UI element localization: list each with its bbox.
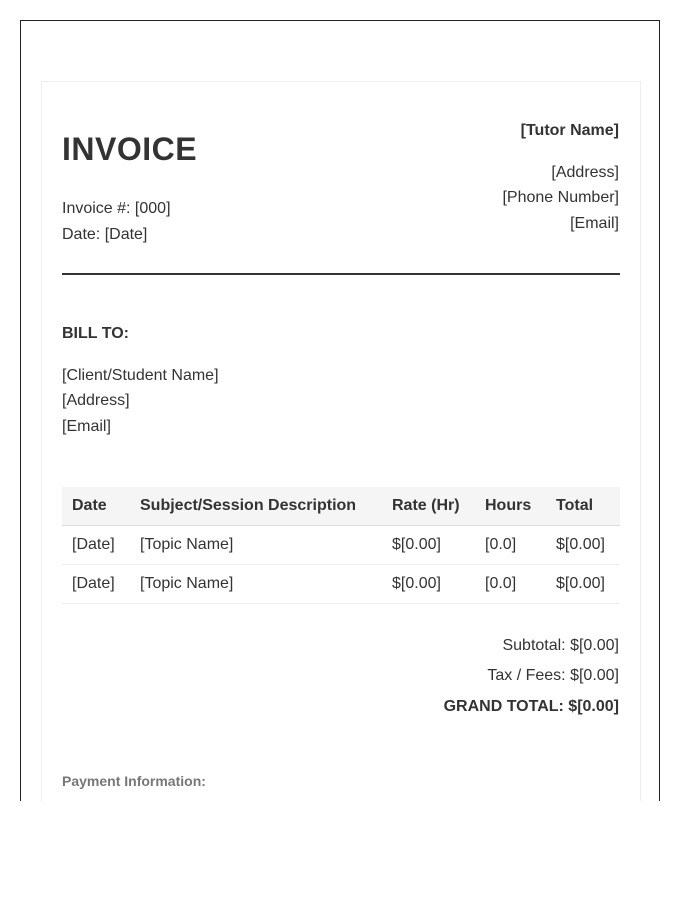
document-frame [20,20,660,801]
line-items-table [62,487,620,604]
column-header-date: Date [62,487,130,525]
bill-to-email: [Email] [62,418,111,435]
bill-to-heading: BILL TO: [62,325,129,342]
grand-total: GRAND TOTAL: $[0.00] [443,698,619,715]
tutor-phone: [Phone Number] [502,189,619,206]
column-header-description: Subject/Session Description [130,487,382,525]
cell-hours: [0.0] [475,525,546,564]
column-header-rate: Rate (Hr) [382,487,475,525]
table-header-row [62,487,620,525]
tax-fees: Tax / Fees: $[0.00] [487,667,619,684]
invoice-date: Date: [Date] [62,226,148,243]
cell-rate: $[0.00] [382,525,475,564]
invoice-number: Invoice #: [000] [62,200,171,217]
bill-to-address: [Address] [62,392,130,409]
cell-total: $[0.00] [546,525,620,564]
tutor-address: [Address] [551,164,619,181]
cell-date: [Date] [62,525,130,564]
cell-description: [Topic Name] [130,525,382,564]
header-divider [62,273,620,275]
payment-information-heading: Payment Information: [62,773,206,789]
invoice-title: INVOICE [62,131,198,167]
cell-rate: $[0.00] [382,564,475,603]
cell-total: $[0.00] [546,564,620,603]
cell-date: [Date] [62,564,130,603]
column-header-hours: Hours [475,487,546,525]
cell-description: [Topic Name] [130,564,382,603]
subtotal: Subtotal: $[0.00] [502,637,619,654]
tutor-email: [Email] [570,215,619,232]
column-header-total: Total [546,487,620,525]
table-row [62,525,620,564]
cell-hours: [0.0] [475,564,546,603]
tutor-name: [Tutor Name] [520,122,619,139]
bill-to-name: [Client/Student Name] [62,367,219,384]
table-row [62,564,620,603]
